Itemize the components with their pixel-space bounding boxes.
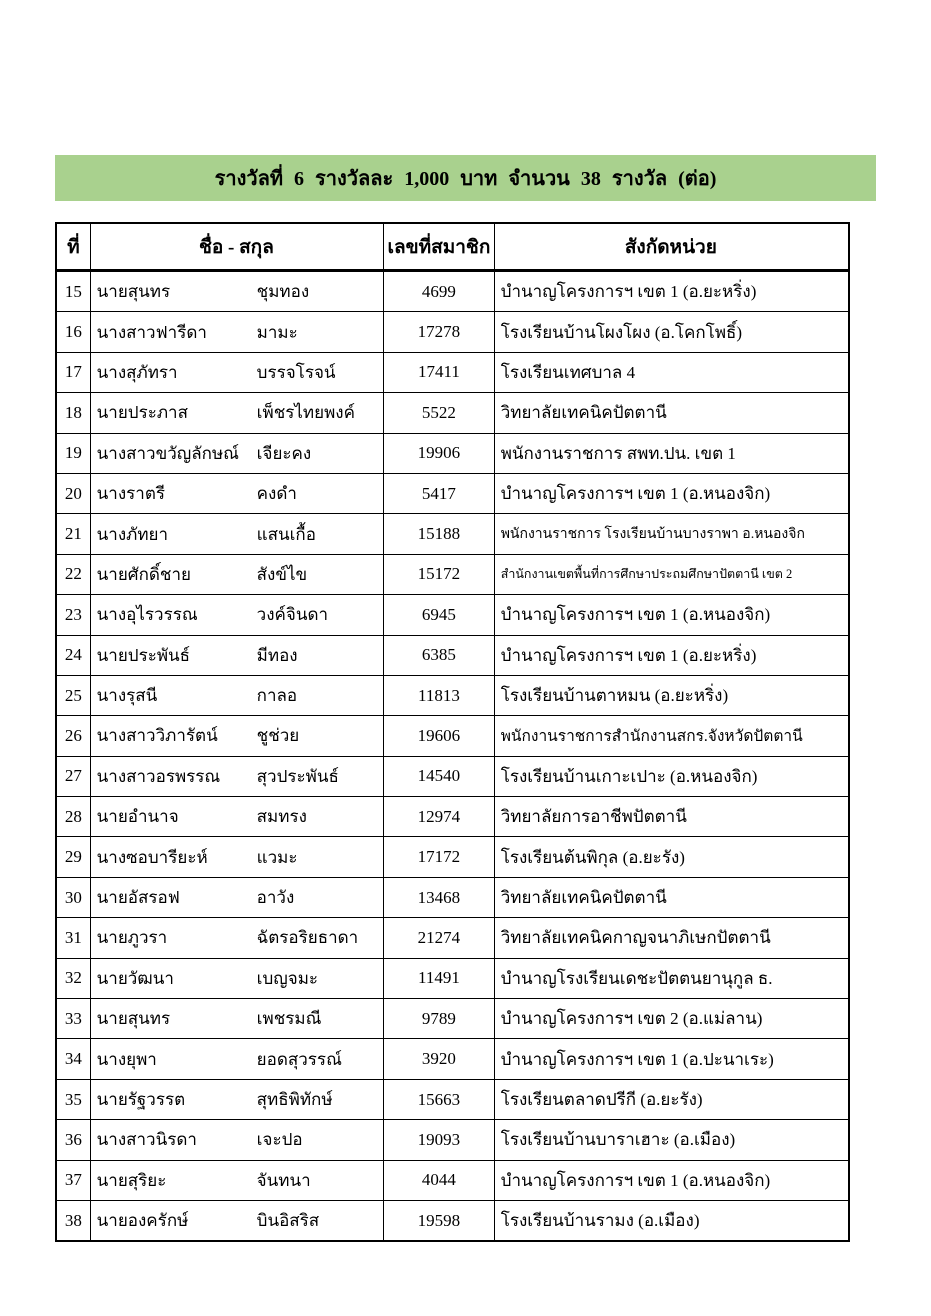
table-row bbox=[56, 473, 849, 513]
row-number-cell: 37 bbox=[56, 1160, 90, 1200]
name-cell bbox=[90, 1120, 383, 1160]
last-name: มามะ bbox=[256, 322, 298, 342]
first-name: นางสุภัทรา bbox=[96, 362, 178, 382]
row-number-cell: 32 bbox=[56, 958, 90, 998]
member-number-cell: 12974 bbox=[384, 797, 495, 837]
last-name: เบญจมะ bbox=[256, 968, 319, 988]
last-name: เพ็ชรไทยพงค์ bbox=[256, 403, 355, 423]
last-name: อาวัง bbox=[256, 888, 295, 908]
header-member-number: เลขที่สมาชิก bbox=[384, 223, 495, 271]
first-name: นางราตรี bbox=[96, 484, 165, 504]
name-cell bbox=[90, 877, 383, 917]
first-name: นายอำนาจ bbox=[96, 807, 179, 827]
table-row bbox=[56, 1160, 849, 1200]
last-name: สุทธิพิทักษ์ bbox=[256, 1090, 333, 1109]
table-row bbox=[56, 877, 849, 917]
name-cell bbox=[90, 595, 383, 635]
header-unit: สังกัดหน่วย bbox=[494, 223, 849, 271]
name-cell bbox=[90, 918, 383, 958]
member-number-cell: 11491 bbox=[384, 958, 495, 998]
member-number-cell: 6945 bbox=[384, 595, 495, 635]
last-name: บินอิสริส bbox=[256, 1211, 320, 1231]
unit-cell: โรงเรียนบ้านโผงโผง (อ.โคกโพธิ์) bbox=[494, 312, 849, 352]
table-row bbox=[56, 797, 849, 837]
table-row bbox=[56, 837, 849, 877]
unit-cell: พนักงานราชการ โรงเรียนบ้านบางราพา อ.หนองจิก bbox=[494, 514, 849, 554]
name-cell bbox=[90, 716, 383, 756]
first-name: นายประภาส bbox=[96, 403, 188, 423]
first-name: นายสุริยะ bbox=[96, 1170, 167, 1190]
prize-table-body bbox=[56, 271, 849, 1242]
row-number-cell: 38 bbox=[56, 1200, 90, 1241]
first-name: นางรุสนี bbox=[96, 686, 158, 706]
table-header-row bbox=[56, 223, 849, 271]
table-row bbox=[56, 1039, 849, 1079]
unit-cell: โรงเรียนบ้านบาราเฮาะ (อ.เมือง) bbox=[494, 1120, 849, 1160]
unit-cell: บำนาญโครงการฯ เขต 2 (อ.แม่ลาน) bbox=[494, 999, 849, 1039]
row-number-cell: 28 bbox=[56, 797, 90, 837]
last-name: แวมะ bbox=[256, 847, 298, 867]
row-number-cell: 17 bbox=[56, 352, 90, 392]
member-number-cell: 14540 bbox=[384, 756, 495, 796]
row-number-cell: 27 bbox=[56, 756, 90, 796]
name-cell bbox=[90, 635, 383, 675]
table-row bbox=[56, 1120, 849, 1160]
name-cell bbox=[90, 271, 383, 312]
row-number-cell: 16 bbox=[56, 312, 90, 352]
last-name: เจียะคง bbox=[256, 443, 312, 463]
first-name: นางสาวอรพรรณ bbox=[96, 766, 221, 786]
first-name: นายรัฐวรรต bbox=[96, 1090, 186, 1109]
prize-banner-title: รางวัลที่ 6 รางวัลละ 1,000 บาท จำนวน 38 รางวัล (ต่อ) bbox=[214, 168, 717, 190]
table-row bbox=[56, 433, 849, 473]
member-number-cell: 15172 bbox=[384, 554, 495, 594]
member-number-cell: 19906 bbox=[384, 433, 495, 473]
unit-cell: บำนาญโครงการฯ เขต 1 (อ.หนองจิก) bbox=[494, 473, 849, 513]
table-row bbox=[56, 675, 849, 715]
member-number-cell: 19606 bbox=[384, 716, 495, 756]
last-name: วงค์จินดา bbox=[256, 605, 329, 625]
unit-cell: โรงเรียนบ้านรามง (อ.เมือง) bbox=[494, 1200, 849, 1241]
header-name-surname: ชื่อ - สกุล bbox=[90, 223, 383, 271]
member-number-cell: 13468 bbox=[384, 877, 495, 917]
first-name: นางซอบารียะห์ bbox=[96, 847, 208, 867]
member-number-cell: 19598 bbox=[384, 1200, 495, 1241]
last-name: คงดำ bbox=[256, 484, 297, 504]
unit-cell: พนักงานราชการสำนักงานสกร.จังหวัดปัตตานี bbox=[494, 716, 849, 756]
first-name: นายสุนทร bbox=[96, 282, 171, 302]
first-name: นางอุไรวรรณ bbox=[96, 605, 198, 625]
unit-cell: วิทยาลัยการอาชีพปัตตานี bbox=[494, 797, 849, 837]
row-number-cell: 21 bbox=[56, 514, 90, 554]
row-number-cell: 23 bbox=[56, 595, 90, 635]
unit-cell: บำนาญโครงการฯ เขต 1 (อ.ยะหริ่ง) bbox=[494, 271, 849, 312]
table-row bbox=[56, 958, 849, 998]
table-row bbox=[56, 312, 849, 352]
member-number-cell: 4699 bbox=[384, 271, 495, 312]
member-number-cell: 4044 bbox=[384, 1160, 495, 1200]
last-name: ฉัตรอริยธาดา bbox=[256, 928, 359, 948]
last-name: จันทนา bbox=[256, 1170, 311, 1190]
unit-cell: พนักงานราชการ สพท.ปน. เขต 1 bbox=[494, 433, 849, 473]
header-no: ที่ bbox=[56, 223, 90, 271]
last-name: ชุมทอง bbox=[256, 282, 310, 302]
first-name: นางสาวขวัญลักษณ์ bbox=[96, 443, 239, 463]
member-number-cell: 17278 bbox=[384, 312, 495, 352]
unit-cell: บำนาญโครงการฯ เขต 1 (อ.ยะหริ่ง) bbox=[494, 635, 849, 675]
unit-cell: โรงเรียนบ้านเกาะเปาะ (อ.หนองจิก) bbox=[494, 756, 849, 796]
table-row bbox=[56, 635, 849, 675]
member-number-cell: 15663 bbox=[384, 1079, 495, 1119]
name-cell bbox=[90, 837, 383, 877]
row-number-cell: 15 bbox=[56, 271, 90, 312]
last-name: แสนเกื้อ bbox=[256, 524, 316, 544]
name-cell bbox=[90, 1079, 383, 1119]
first-name: นางสาวฟารีดา bbox=[96, 322, 207, 342]
unit-cell: โรงเรียนบ้านตาหมน (อ.ยะหริ่ง) bbox=[494, 675, 849, 715]
row-number-cell: 26 bbox=[56, 716, 90, 756]
table-row bbox=[56, 554, 849, 594]
row-number-cell: 25 bbox=[56, 675, 90, 715]
row-number-cell: 19 bbox=[56, 433, 90, 473]
unit-cell: สำนักงานเขตพื้นที่การศึกษาประถมศึกษาปัตตานี เขต 2 bbox=[494, 554, 849, 594]
unit-cell: โรงเรียนตลาดปรีกี (อ.ยะรัง) bbox=[494, 1079, 849, 1119]
last-name: สุวประพันธ์ bbox=[256, 766, 339, 786]
name-cell bbox=[90, 797, 383, 837]
row-number-cell: 29 bbox=[56, 837, 90, 877]
name-cell bbox=[90, 675, 383, 715]
name-cell bbox=[90, 756, 383, 796]
last-name: ยอดสุวรรณ์ bbox=[256, 1049, 342, 1069]
first-name: นางสาวนิรดา bbox=[96, 1130, 197, 1150]
prize-banner bbox=[55, 155, 876, 201]
first-name: นายวัฒนา bbox=[96, 968, 174, 988]
last-name: เจะปอ bbox=[256, 1130, 303, 1150]
member-number-cell: 9789 bbox=[384, 999, 495, 1039]
unit-cell: บำนาญโครงการฯ เขต 1 (อ.หนองจิก) bbox=[494, 595, 849, 635]
first-name: นายอัสรอฟ bbox=[96, 888, 180, 908]
name-cell bbox=[90, 352, 383, 392]
last-name: บรรจโรจน์ bbox=[256, 362, 336, 382]
member-number-cell: 19093 bbox=[384, 1120, 495, 1160]
table-row bbox=[56, 393, 849, 433]
name-cell bbox=[90, 312, 383, 352]
name-cell bbox=[90, 1160, 383, 1200]
name-cell bbox=[90, 393, 383, 433]
name-cell bbox=[90, 999, 383, 1039]
first-name: นางสาววิภารัตน์ bbox=[96, 726, 218, 746]
last-name: ชูช่วย bbox=[256, 726, 300, 746]
row-number-cell: 30 bbox=[56, 877, 90, 917]
row-number-cell: 22 bbox=[56, 554, 90, 594]
member-number-cell: 15188 bbox=[384, 514, 495, 554]
row-number-cell: 31 bbox=[56, 918, 90, 958]
member-number-cell: 6385 bbox=[384, 635, 495, 675]
table-row bbox=[56, 514, 849, 554]
member-number-cell: 17172 bbox=[384, 837, 495, 877]
name-cell bbox=[90, 1200, 383, 1241]
table-row bbox=[56, 918, 849, 958]
row-number-cell: 35 bbox=[56, 1079, 90, 1119]
first-name: นายประพันธ์ bbox=[96, 645, 191, 665]
table-row bbox=[56, 271, 849, 312]
row-number-cell: 33 bbox=[56, 999, 90, 1039]
name-cell bbox=[90, 554, 383, 594]
name-cell bbox=[90, 433, 383, 473]
first-name: นายองครักษ์ bbox=[96, 1211, 189, 1231]
row-number-cell: 18 bbox=[56, 393, 90, 433]
table-row bbox=[56, 1200, 849, 1241]
unit-cell: โรงเรียนเทศบาล 4 bbox=[494, 352, 849, 392]
first-name: นายภูวรา bbox=[96, 928, 168, 948]
unit-cell: บำนาญโครงการฯ เขต 1 (อ.หนองจิก) bbox=[494, 1160, 849, 1200]
name-cell bbox=[90, 473, 383, 513]
unit-cell: วิทยาลัยเทคนิคปัตตานี bbox=[494, 877, 849, 917]
table-row bbox=[56, 999, 849, 1039]
unit-cell: โรงเรียนต้นพิกุล (อ.ยะรัง) bbox=[494, 837, 849, 877]
prize-table bbox=[55, 222, 850, 1242]
unit-cell: วิทยาลัยเทคนิคกาญจนาภิเษกปัตตานี bbox=[494, 918, 849, 958]
first-name: นางภัทยา bbox=[96, 524, 169, 544]
row-number-cell: 36 bbox=[56, 1120, 90, 1160]
first-name: นายสุนทร bbox=[96, 1009, 171, 1029]
unit-cell: วิทยาลัยเทคนิคปัตตานี bbox=[494, 393, 849, 433]
member-number-cell: 11813 bbox=[384, 675, 495, 715]
name-cell bbox=[90, 1039, 383, 1079]
row-number-cell: 24 bbox=[56, 635, 90, 675]
table-row bbox=[56, 352, 849, 392]
row-number-cell: 20 bbox=[56, 473, 90, 513]
unit-cell: บำนาญโครงการฯ เขต 1 (อ.ปะนาเระ) bbox=[494, 1039, 849, 1079]
member-number-cell: 17411 bbox=[384, 352, 495, 392]
table-row bbox=[56, 756, 849, 796]
table-row bbox=[56, 716, 849, 756]
member-number-cell: 5522 bbox=[384, 393, 495, 433]
unit-cell: บำนาญโรงเรียนเดชะปัตตนยานุกูล ธ. bbox=[494, 958, 849, 998]
last-name: มีทอง bbox=[256, 645, 298, 665]
first-name: นายศักดิ์ชาย bbox=[96, 564, 191, 584]
member-number-cell: 5417 bbox=[384, 473, 495, 513]
name-cell bbox=[90, 514, 383, 554]
row-number-cell: 34 bbox=[56, 1039, 90, 1079]
last-name: สมทรง bbox=[256, 807, 307, 827]
member-number-cell: 21274 bbox=[384, 918, 495, 958]
last-name: กาลอ bbox=[256, 686, 298, 706]
member-number-cell: 3920 bbox=[384, 1039, 495, 1079]
table-row bbox=[56, 595, 849, 635]
last-name: สังข์ไข bbox=[256, 564, 308, 584]
first-name: นางยุพา bbox=[96, 1049, 157, 1069]
last-name: เพชรมณี bbox=[256, 1009, 322, 1029]
table-row bbox=[56, 1079, 849, 1119]
name-cell bbox=[90, 958, 383, 998]
